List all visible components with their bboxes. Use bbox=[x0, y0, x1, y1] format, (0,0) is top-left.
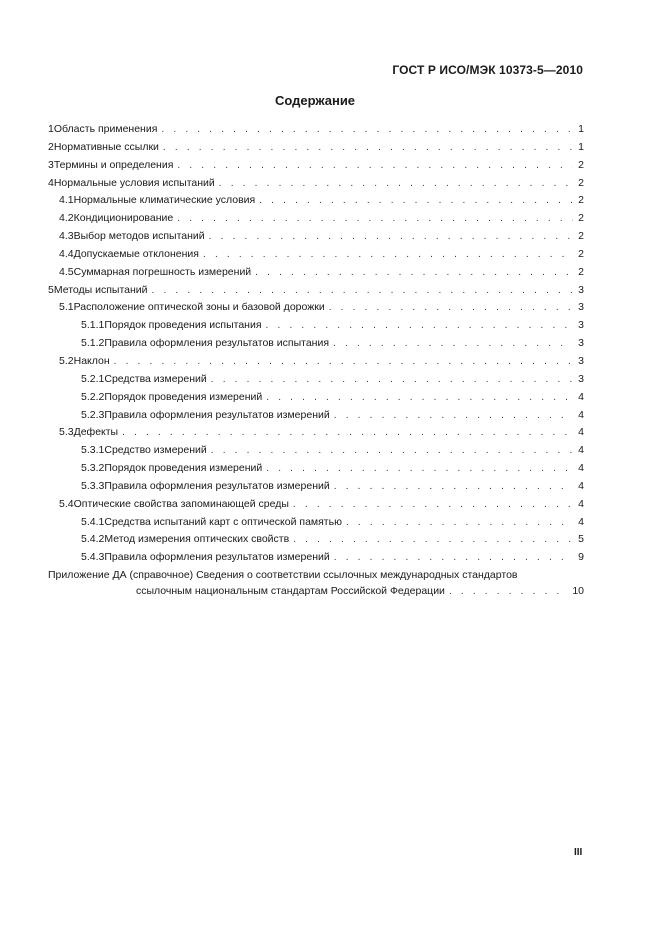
toc-leader-dots bbox=[152, 282, 574, 300]
toc-entry[interactable] bbox=[48, 210, 584, 228]
toc-entry[interactable] bbox=[48, 478, 584, 496]
toc-entry-label: Метод измерения оптических свойств bbox=[104, 533, 290, 546]
toc-entry-label: Порядок проведения измерений bbox=[104, 390, 263, 403]
toc-entry-label: Правила оформления результатов испытания bbox=[104, 337, 330, 350]
toc-entry[interactable] bbox=[48, 389, 584, 407]
toc-leader-dots bbox=[177, 157, 573, 175]
toc-entry-number: 5.1.1 bbox=[81, 319, 105, 332]
toc-leader-dots bbox=[329, 299, 573, 317]
toc-entry-number: 5.1.2 bbox=[81, 337, 105, 350]
toc-entry[interactable] bbox=[48, 264, 584, 282]
toc-entry[interactable] bbox=[48, 549, 584, 567]
toc-entry-label: Суммарная погрешность измерений bbox=[73, 265, 252, 278]
toc-entry-number: 5.4 bbox=[59, 497, 74, 510]
toc-entry-page: 4 bbox=[578, 479, 584, 492]
toc-entry-number: 5.3 bbox=[59, 426, 74, 439]
toc-leader-dots bbox=[177, 210, 573, 228]
toc-entry-label: Методы испытаний bbox=[53, 283, 148, 296]
toc-entry[interactable] bbox=[48, 353, 584, 371]
toc-entry-page: 1 bbox=[578, 123, 584, 135]
toc-entry-number: 1 bbox=[48, 123, 54, 135]
toc-entry-page: 5 bbox=[578, 533, 584, 546]
toc-entry[interactable] bbox=[48, 246, 584, 264]
toc-leader-dots bbox=[161, 121, 573, 139]
toc-entry[interactable] bbox=[48, 496, 584, 514]
toc-leader-dots bbox=[219, 175, 573, 193]
table-of-contents bbox=[48, 121, 584, 599]
toc-entry-label: Наклон bbox=[73, 354, 110, 367]
toc-entry-page: 3 bbox=[578, 354, 584, 367]
toc-leader-dots bbox=[333, 335, 573, 353]
toc-entry-page: 4 bbox=[578, 515, 584, 528]
toc-rows bbox=[48, 121, 584, 567]
toc-entry-number: 4.5 bbox=[59, 265, 74, 278]
page-title: Содержание bbox=[274, 93, 356, 108]
toc-entry-number: 5.2.1 bbox=[81, 372, 105, 385]
toc-entry-number: 5.3.2 bbox=[81, 462, 105, 475]
toc-entry[interactable] bbox=[48, 175, 584, 193]
toc-leader-dots bbox=[122, 424, 573, 442]
toc-entry-page: 2 bbox=[578, 176, 584, 189]
toc-entry-label: Средства испытаний карт с оптической памятью bbox=[104, 515, 342, 528]
toc-entry-number: 5.3.1 bbox=[81, 444, 105, 457]
toc-entry[interactable] bbox=[48, 192, 584, 210]
toc-entry-label: Нормальные климатические условия bbox=[73, 194, 256, 207]
page-number: III bbox=[574, 847, 583, 858]
toc-entry-number: 5.4.3 bbox=[81, 551, 105, 564]
toc-entry-number: 5.2.2 bbox=[81, 390, 105, 403]
toc-entry-page: 3 bbox=[578, 337, 584, 350]
toc-entry-number: 4.3 bbox=[59, 230, 74, 243]
toc-leader-dots bbox=[203, 246, 573, 264]
appendix-title-line2-row bbox=[48, 583, 584, 599]
toc-entry-label: Средства измерений bbox=[104, 372, 207, 385]
toc-entry-page: 2 bbox=[578, 230, 584, 243]
toc-entry[interactable] bbox=[48, 424, 584, 442]
toc-leader-dots bbox=[255, 264, 573, 282]
toc-entry-label: Правила оформления результатов измерений bbox=[104, 408, 330, 421]
toc-entry[interactable] bbox=[48, 228, 584, 246]
toc-entry[interactable] bbox=[48, 121, 584, 139]
toc-entry-page: 1 bbox=[578, 140, 584, 153]
toc-entry-number: 4.2 bbox=[59, 212, 74, 225]
document-header: ГОСТ Р ИСО/МЭК 10373-5—2010 bbox=[392, 63, 583, 77]
toc-entry-page: 2 bbox=[578, 247, 584, 260]
toc-entry-label: Правила оформления результатов измерений bbox=[104, 551, 330, 564]
toc-leader-dots bbox=[293, 496, 573, 514]
toc-entry-page: 3 bbox=[578, 283, 584, 296]
toc-entry-label: Область применения bbox=[53, 123, 158, 135]
toc-entry-label: Порядок проведения измерений bbox=[104, 462, 263, 475]
toc-entry-page: 3 bbox=[578, 372, 584, 385]
toc-entry-page: 4 bbox=[578, 408, 584, 421]
toc-leader-dots bbox=[334, 407, 573, 425]
toc-leader-dots bbox=[334, 478, 573, 496]
toc-entry[interactable] bbox=[48, 335, 584, 353]
toc-leader-dots bbox=[266, 389, 573, 407]
toc-entry-label: Нормативные ссылки bbox=[53, 140, 159, 153]
toc-entry-page: 2 bbox=[578, 265, 584, 278]
toc-leader-dots bbox=[266, 317, 573, 335]
toc-entry-number: 5.3.3 bbox=[81, 479, 105, 492]
toc-entry-label: Кондиционирование bbox=[73, 212, 174, 225]
toc-entry-label: Выбор методов испытаний bbox=[73, 230, 205, 243]
toc-entry-page: 4 bbox=[578, 462, 584, 475]
toc-entry-number: 5.2 bbox=[59, 354, 74, 367]
toc-leader-dots bbox=[293, 531, 573, 549]
toc-entry[interactable] bbox=[48, 299, 584, 317]
toc-entry[interactable] bbox=[48, 317, 584, 335]
toc-entry-label: Правила оформления результатов измерений bbox=[104, 479, 330, 492]
toc-entry[interactable] bbox=[48, 282, 584, 300]
toc-entry-page: 4 bbox=[578, 390, 584, 403]
appendix-page-number: 10 bbox=[572, 585, 584, 598]
appendix-title-line1: Приложение ДА (справочное) Сведения о соответствии ссылочных международных стандартов bbox=[48, 569, 518, 582]
toc-entry-page: 4 bbox=[578, 426, 584, 439]
toc-entry-label: Дефекты bbox=[73, 426, 119, 439]
toc-leader-dots bbox=[449, 584, 569, 600]
toc-leader-dots bbox=[163, 139, 573, 157]
toc-entry-page: 4 bbox=[578, 497, 584, 510]
toc-leader-dots bbox=[266, 460, 573, 478]
toc-entry-label: Порядок проведения испытания bbox=[104, 319, 262, 332]
toc-entry-number: 3 bbox=[48, 158, 54, 171]
toc-entry-page: 4 bbox=[578, 444, 584, 457]
toc-entry-number: 2 bbox=[48, 140, 54, 153]
toc-entry-page: 3 bbox=[578, 319, 584, 332]
toc-entry-page: 2 bbox=[578, 194, 584, 207]
toc-entry[interactable] bbox=[48, 460, 584, 478]
toc-entry[interactable] bbox=[48, 514, 584, 532]
toc-entry-label: Допускаемые отклонения bbox=[73, 247, 199, 260]
toc-entry-label: Термины и определения bbox=[53, 158, 174, 171]
toc-entry-page: 2 bbox=[578, 158, 584, 171]
toc-leader-dots bbox=[211, 442, 573, 460]
toc-entry-number: 5.4.2 bbox=[81, 533, 105, 546]
toc-entry-number: 4.1 bbox=[59, 194, 74, 207]
toc-leader-dots bbox=[211, 371, 573, 389]
toc-entry-label: Расположение оптической зоны и базовой дорожки bbox=[73, 301, 325, 314]
toc-entry-number: 5.2.3 bbox=[81, 408, 105, 421]
toc-entry-page: 3 bbox=[578, 301, 584, 314]
toc-entry[interactable] bbox=[48, 531, 584, 549]
toc-leader-dots bbox=[209, 228, 573, 246]
toc-entry-page: 9 bbox=[578, 551, 584, 564]
toc-appendix-entry[interactable] bbox=[48, 567, 584, 599]
toc-entry-number: 4.4 bbox=[59, 247, 74, 260]
toc-entry[interactable] bbox=[48, 157, 584, 175]
toc-entry-number: 5.1 bbox=[59, 301, 74, 314]
toc-entry-label: Оптические свойства запоминающей среды bbox=[73, 497, 289, 510]
toc-leader-dots bbox=[346, 514, 573, 532]
toc-leader-dots bbox=[259, 192, 573, 210]
toc-entry-number: 5 bbox=[48, 283, 54, 296]
toc-leader-dots bbox=[334, 549, 573, 567]
toc-entry[interactable] bbox=[48, 407, 584, 425]
toc-entry[interactable] bbox=[48, 139, 584, 157]
toc-entry-label: Нормальные условия испытаний bbox=[53, 176, 215, 189]
toc-entry-number: 4 bbox=[48, 176, 54, 189]
toc-entry-label: Средство измерений bbox=[104, 444, 207, 457]
toc-leader-dots bbox=[114, 353, 573, 371]
toc-entry[interactable] bbox=[48, 442, 584, 460]
toc-entry-page: 2 bbox=[578, 212, 584, 225]
toc-entry-number: 5.4.1 bbox=[81, 515, 105, 528]
appendix-title-line2: ссылочным национальным стандартам Российской Федерации bbox=[136, 585, 445, 598]
toc-entry[interactable] bbox=[48, 371, 584, 389]
